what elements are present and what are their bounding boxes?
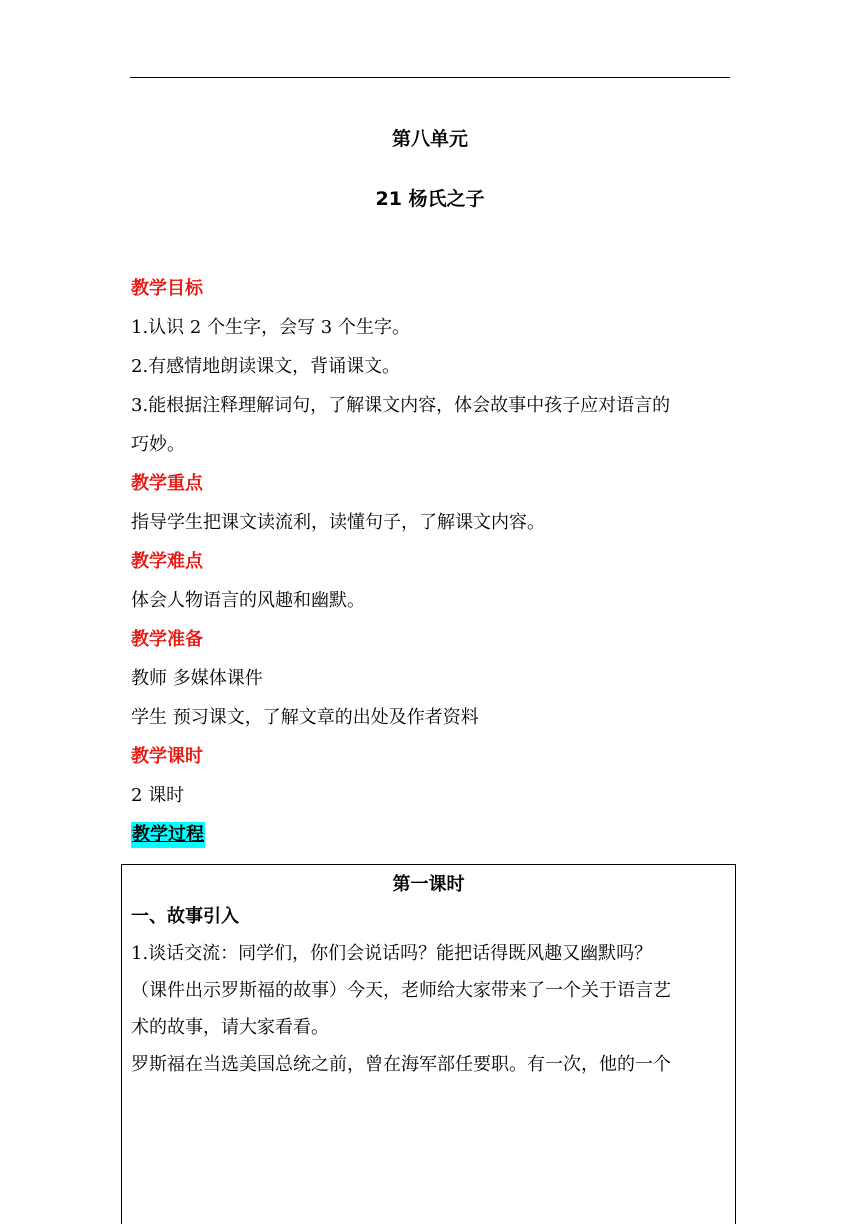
lesson-line-4: 罗斯福在当选美国总统之前，曾在海军部任要职。有一次，他的一个: [131, 1054, 671, 1075]
header-rule: [130, 77, 730, 78]
class-hours-text: 2 课时: [131, 785, 185, 806]
difficulty-heading: 教学难点: [131, 551, 203, 572]
key-points-text: 指导学生把课文读流利，读懂句子，了解课文内容。: [131, 512, 545, 533]
lesson-line-1: 1.谈话交流：同学们，你们会说话吗？能把话得既风趣又幽默吗？: [131, 943, 653, 964]
preparation-student: 学生 预习课文，了解文章的出处及作者资料: [131, 707, 479, 728]
goal-item-3: 3.能根据注释理解词句，了解课文内容，体会故事中孩子应对语言的: [131, 395, 671, 416]
process-heading: 教学过程: [131, 822, 205, 848]
part-heading: 一、故事引入: [131, 906, 239, 927]
goal-item-3-continued: 巧妙。: [131, 434, 185, 455]
lesson-table-body: [122, 904, 735, 1078]
key-points-heading: 教学重点: [131, 473, 203, 494]
lesson-line-3: 术的故事，请大家看看。: [131, 1017, 329, 1038]
class-hours-heading: 教学课时: [131, 746, 203, 767]
goals-heading: 教学目标: [131, 278, 203, 299]
lesson-table-title: 第一课时: [392, 874, 465, 895]
difficulty-text: 体会人物语言的风趣和幽默。: [131, 590, 365, 611]
goal-item-1: 1.认识 2 个生字，会写 3 个生字。: [131, 317, 410, 338]
lesson-table: [121, 864, 736, 1224]
unit-title: 第八单元: [391, 128, 468, 150]
document-body: [131, 276, 731, 861]
lesson-title: 21 杨氏之子: [375, 188, 485, 210]
goal-item-2: 2.有感情地朗读课文，背诵课文。: [131, 356, 401, 377]
preparation-teacher: 教师 多媒体课件: [131, 668, 263, 689]
process-heading-row: [131, 822, 731, 848]
lesson-line-2: （课件出示罗斯福的故事）今天，老师给大家带来了一个关于语言艺: [131, 980, 671, 1001]
preparation-heading: 教学准备: [131, 629, 203, 650]
